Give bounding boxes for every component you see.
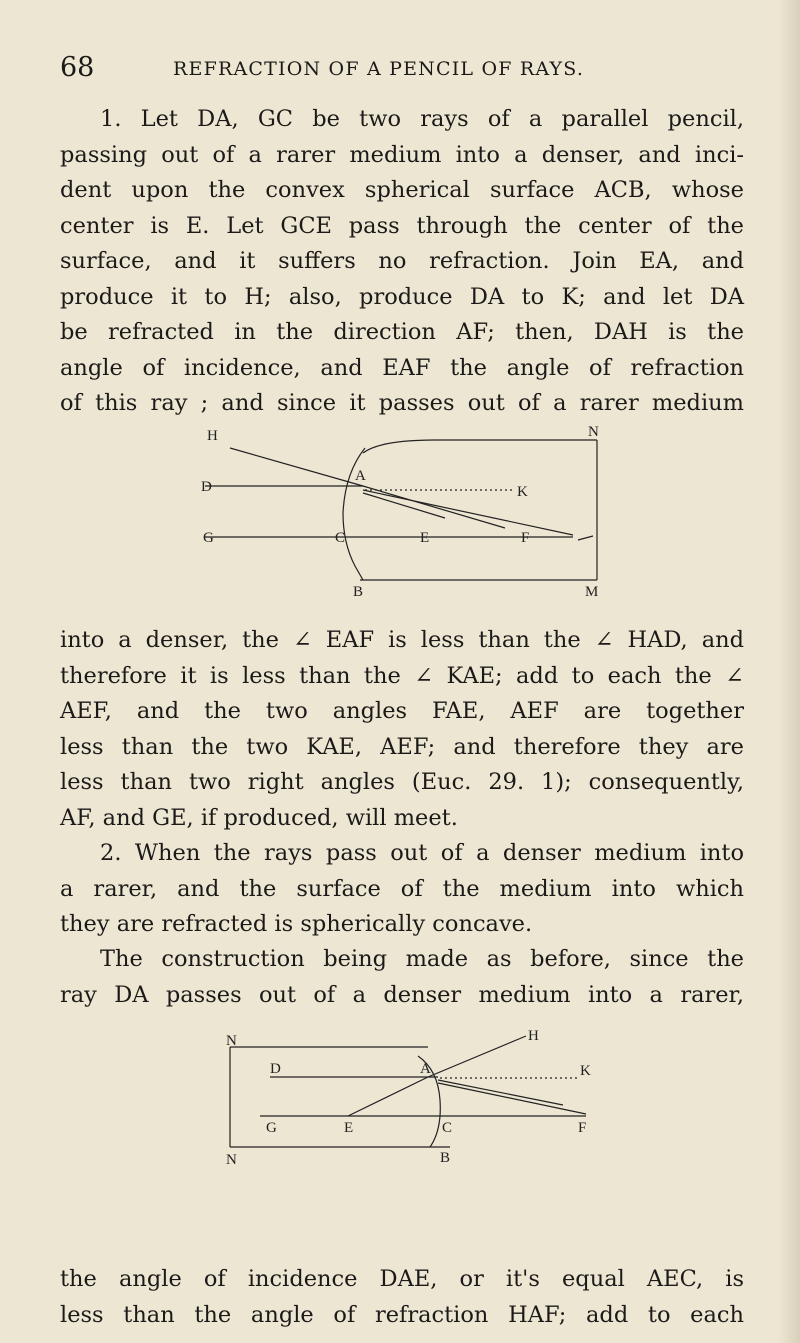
label-K: K	[517, 484, 528, 500]
figure-2-diagram	[188, 1030, 608, 1220]
text-line: 1. Let DA, GC be two rays of a parallel pencil,	[100, 106, 744, 132]
text-line: angle of incidence, and EAF the angle of refraction	[60, 354, 744, 381]
text-line: surface, and it suffers no refraction. Join EA, and	[60, 248, 744, 274]
label-A: A	[420, 1061, 431, 1077]
figure-1-diagram	[195, 418, 615, 618]
text-line: center is E. Let GCE pass through the center of the	[60, 212, 744, 239]
text-line: ray DA passes out of a denser medium into a rarer,	[60, 981, 744, 1008]
running-title: REFRACTION OF A PENCIL OF RAYS.	[173, 58, 585, 80]
text-line: AF, and GE, if produced, will meet.	[60, 804, 458, 831]
label-E: E	[344, 1120, 354, 1136]
label-H: H	[528, 1030, 539, 1044]
text-line: a rarer, and the surface of the medium into which	[60, 875, 744, 902]
text-line: AEF, and the two angles FAE, AEF are together	[60, 698, 744, 724]
label-D: D	[201, 479, 212, 495]
label-G: G	[203, 530, 214, 546]
paragraph-2	[60, 623, 744, 836]
text-line: passing out of a rarer medium into a denser, and inci-	[60, 141, 744, 168]
label-M: M	[585, 584, 599, 600]
text-line: 2. When the rays pass out of a denser medium into	[100, 840, 744, 866]
label-F: F	[521, 530, 530, 546]
label-C: C	[442, 1120, 453, 1136]
label-F: F	[578, 1120, 587, 1136]
paragraph-3	[60, 836, 744, 943]
page-number: 68	[60, 52, 95, 83]
label-B: B	[353, 584, 364, 600]
page-edge-shadow	[778, 0, 800, 1343]
page-header	[60, 52, 740, 92]
figure-concave-refraction	[188, 1030, 608, 1220]
text-line: produce it to H; also, produce DA to K; and let DA	[60, 283, 744, 310]
text-line: less than two right angles (Euc. 29. 1); consequently,	[60, 769, 744, 795]
paragraph-5	[60, 1262, 744, 1333]
label-B: B	[440, 1150, 451, 1166]
text-line: less than the two KAE, AEF; and therefore they are	[60, 733, 744, 760]
figure-convex-refraction	[195, 418, 615, 618]
label-N-top: N	[226, 1033, 237, 1049]
paragraph-4	[60, 942, 744, 1013]
label-D: D	[270, 1061, 281, 1077]
text-line: dent upon the convex spherical surface ACB, whose	[60, 177, 744, 203]
label-G: G	[266, 1120, 277, 1136]
text-line: the angle of incidence DAE, or it's equal AEC, is	[60, 1266, 744, 1292]
text-line: The construction being made as before, since the	[100, 946, 744, 972]
label-C: C	[335, 530, 346, 546]
text-line: of this ray ; and since it passes out of a rarer medium	[60, 390, 744, 416]
label-K: K	[580, 1063, 591, 1079]
text-line: therefore it is less than the ∠ KAE; add to each the ∠	[60, 662, 744, 689]
label-N: N	[588, 424, 599, 440]
text-line: they are refracted is spherically concave.	[60, 911, 533, 937]
label-A: A	[355, 468, 366, 484]
label-E: E	[420, 530, 430, 546]
label-H: H	[207, 428, 218, 444]
paragraph-1	[60, 102, 744, 422]
label-N-bottom: N	[226, 1152, 237, 1168]
text-line: into a denser, the ∠ EAF is less than the ∠ HAD, and	[60, 627, 744, 653]
text-line: be refracted in the direction AF; then, DAH is the	[60, 319, 744, 345]
text-line: less than the angle of refraction HAF; add to each	[60, 1301, 744, 1328]
